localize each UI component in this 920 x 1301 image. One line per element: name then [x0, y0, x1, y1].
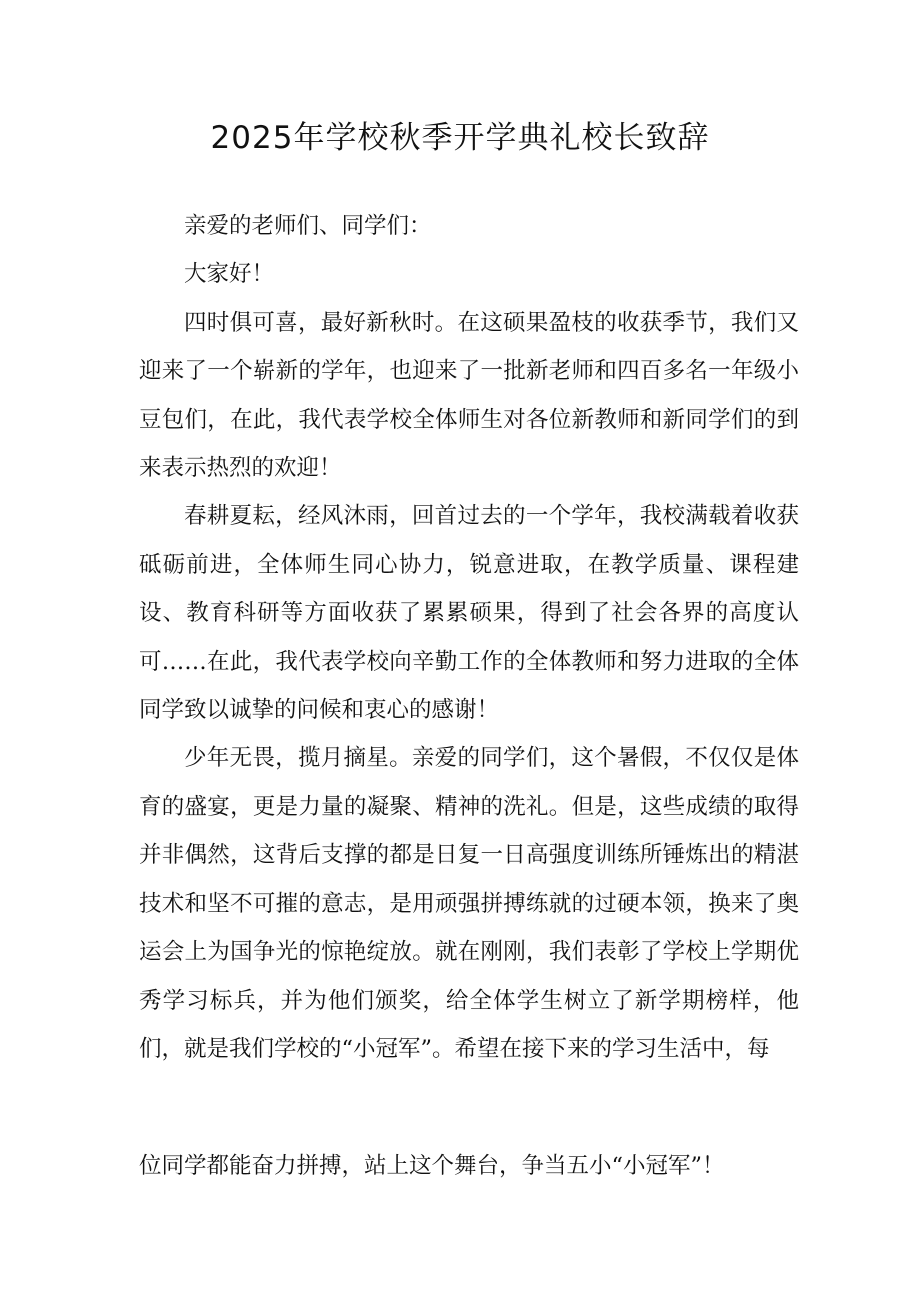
document-title: 2025年学校秋季开学典礼校长致辞: [210, 120, 710, 156]
body-paragraph: 春耕夏耘，经风沐雨，回首过去的一个学年，我校满载着收获砥砺前进，全体师生同心协力，锐意进取，在教学质量、课程建设、教育科研等方面收获了累累硕果，得到了社会各界的高度认可……在此，我代表学校向辛勤工作的全体教师和努力进取的全体同学致以诚挚的问候和衷心的感谢！: [139, 503, 799, 724]
body-paragraph: 四时俱可喜，最好新秋时。在这硕果盈枝的收获季节，我们又迎来了一个崭新的学年，也迎来了一批新老师和四百多名一年级小豆包们，在此，我代表学校全体师生对各位新教师和新同学们的到来表示热烈的欢迎！: [139, 309, 799, 482]
greeting-paragraph: 大家好！: [184, 261, 275, 288]
salutation-paragraph: 亲爱的老师们、同学们：: [184, 213, 432, 239]
continuation-paragraph: 位同学都能奋力拼搏，站上这个舞台，争当五小“小冠军”！: [139, 1153, 725, 1179]
document-body: [139, 202, 799, 1073]
body-paragraph: 少年无畏，揽月摘星。亲爱的同学们，这个暑假，不仅仅是体育的盛宴，更是力量的凝聚、精神的洗礼。但是，这些成绩的取得并非偶然，这背后支撑的都是日复一日高强度训练所锤炼出的精湛技术和坚不可摧的意志，是用顽强拼搏练就的过硬本领，换来了奥运会上为国争光的惊艳绽放。就在刚刚，我们表彰了学校上学期优秀学习标兵，并为他们颁奖，给全体学生树立了新学期榜样，他们，就是我们学校的“小冠军”。希望在接下来的学习生活中，每: [139, 745, 799, 1062]
